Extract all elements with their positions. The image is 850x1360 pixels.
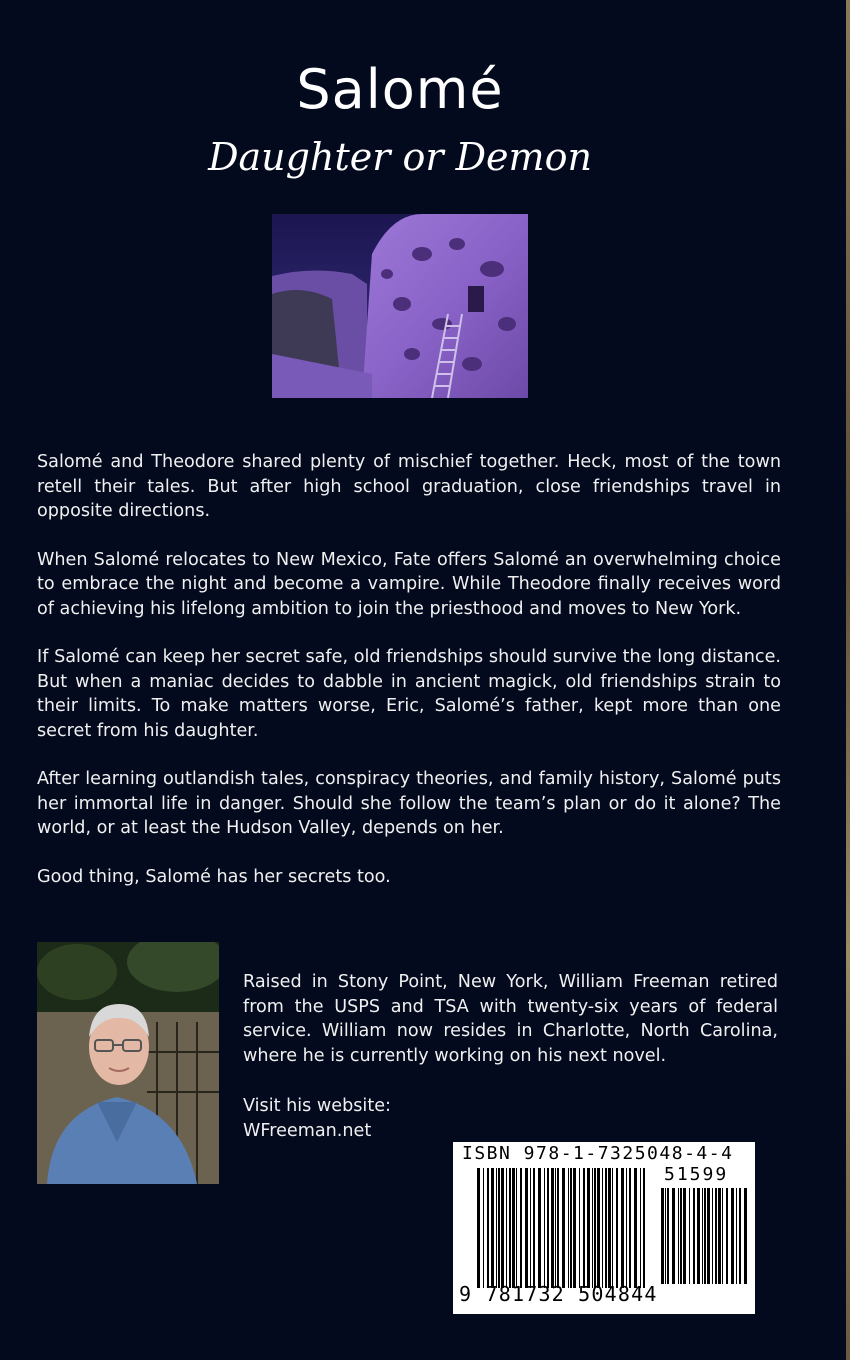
barcode-bar	[551, 1168, 554, 1288]
barcode-bar	[693, 1188, 695, 1284]
author-photo	[37, 942, 219, 1184]
barcode-bar	[509, 1168, 511, 1288]
barcode-bar	[715, 1188, 717, 1284]
barcode-bar	[612, 1168, 613, 1288]
barcode-bar	[678, 1188, 679, 1284]
barcode-bar	[665, 1188, 666, 1284]
barcode-bar	[722, 1188, 723, 1284]
book-blurb	[37, 450, 781, 913]
barcode-bar	[629, 1168, 631, 1288]
visit-label: Visit his website:	[243, 1096, 391, 1116]
blurb-paragraph: Good thing, Salomé has her secrets too.	[37, 866, 391, 887]
barcode-bar	[477, 1168, 480, 1288]
barcode-bar	[712, 1188, 713, 1284]
barcode-bar	[744, 1188, 747, 1284]
barcode-bar	[739, 1188, 741, 1284]
barcode-bar	[634, 1168, 637, 1288]
blurb-paragraph: If Salomé can keep her secret safe, old friendships should survive the long distance. But when a maniac decides to dabble in ancient magick, old friendships strain to their limits. To make matters worse, Eric, Salomé’s father, kept more than one secret from his daughter.	[37, 647, 781, 741]
ean-digits: 9 781732 504844	[459, 1282, 658, 1306]
barcode-bar	[573, 1168, 576, 1288]
barcode-bar	[498, 1168, 500, 1288]
barcode-bar	[621, 1168, 624, 1288]
barcode-bar	[533, 1168, 535, 1288]
blurb-paragraph: After learning outlandish tales, conspiracy theories, and family history, Salomé puts her immortal life in danger. Should she follow the team’s plan or do it alone? The world, or at least the Hudson Valley, depends on her.	[37, 769, 781, 838]
author-website-block	[243, 1094, 543, 1143]
spine-edge	[846, 0, 850, 1360]
barcode-bar	[512, 1168, 515, 1288]
barcode-bar	[640, 1168, 641, 1288]
barcode-bar	[672, 1188, 675, 1284]
barcode-bar	[605, 1168, 607, 1288]
barcode-bar	[583, 1168, 585, 1288]
isbn-barcode	[453, 1142, 755, 1314]
ean-bars	[477, 1168, 647, 1288]
barcode-bar	[594, 1168, 596, 1288]
price-code: 51599	[664, 1164, 729, 1185]
barcode-bar	[562, 1168, 565, 1288]
barcode-bar	[491, 1168, 494, 1288]
isbn-text: ISBN 978-1-7325048-4-4	[462, 1143, 734, 1164]
barcode-bar	[608, 1168, 611, 1288]
barcode-bar	[555, 1168, 556, 1288]
cliff-dwelling-image	[272, 214, 528, 398]
book-title: Salomé	[296, 58, 504, 121]
barcode-bar	[496, 1168, 497, 1288]
barcode-bar	[702, 1188, 703, 1284]
barcode-bar	[602, 1168, 603, 1288]
website-link[interactable]: WFreeman.net	[243, 1120, 372, 1141]
barcode-bar	[736, 1188, 737, 1284]
barcode-bar	[667, 1188, 669, 1284]
barcode-bar	[579, 1168, 580, 1288]
barcode-bar	[697, 1188, 700, 1284]
barcode-bar	[538, 1168, 541, 1288]
barcode-bar	[689, 1188, 690, 1284]
barcode-bar	[680, 1188, 682, 1284]
barcode-bar	[626, 1168, 627, 1288]
barcode-bar	[520, 1168, 522, 1288]
barcode-bar	[616, 1168, 618, 1288]
barcode-bar	[661, 1188, 664, 1284]
barcode-bar	[516, 1168, 517, 1288]
barcode-bar	[718, 1188, 721, 1284]
barcode-bar	[501, 1168, 504, 1288]
addon-bars	[661, 1188, 747, 1284]
barcode-bar	[547, 1168, 549, 1288]
barcode-bar	[483, 1168, 484, 1288]
barcode-bar	[726, 1188, 728, 1284]
barcode-bar	[506, 1168, 507, 1288]
barcode-bar	[683, 1188, 686, 1284]
book-subtitle: Daughter or Demon	[208, 135, 592, 179]
barcode-bar	[643, 1168, 645, 1288]
barcode-bar	[597, 1168, 600, 1288]
barcode-bar	[587, 1168, 590, 1288]
barcode-bar	[592, 1168, 593, 1288]
author-bio: Raised in Stony Point, New York, William Freeman retired from the USPS and TSA with twenty-six years of federal service. William now resides in Charlotte, North Carolina, where he is currently working on his next novel.	[243, 972, 778, 1066]
barcode-bar	[570, 1168, 572, 1288]
barcode-bar	[557, 1168, 559, 1288]
blurb-paragraph: When Salomé relocates to New Mexico, Fate offers Salomé an overwhelming choice to embrace the night and become a vampire. While Theodore finally receives word of achieving his lifelong ambition to join the priesthood and moves to New York.	[37, 549, 781, 619]
barcode-bar	[525, 1168, 528, 1288]
barcode-bar	[568, 1168, 569, 1288]
barcode-bar	[704, 1188, 706, 1284]
barcode-bar	[487, 1168, 489, 1288]
barcode-bar	[544, 1168, 545, 1288]
barcode-bar	[731, 1188, 734, 1284]
barcode-bar	[707, 1188, 710, 1284]
blurb-paragraph: Salomé and Theodore shared plenty of mischief together. Heck, most of the town retell their tales. But after high school graduation, close friendships travel in opposite directions.	[37, 452, 781, 521]
barcode-bar	[530, 1168, 531, 1288]
